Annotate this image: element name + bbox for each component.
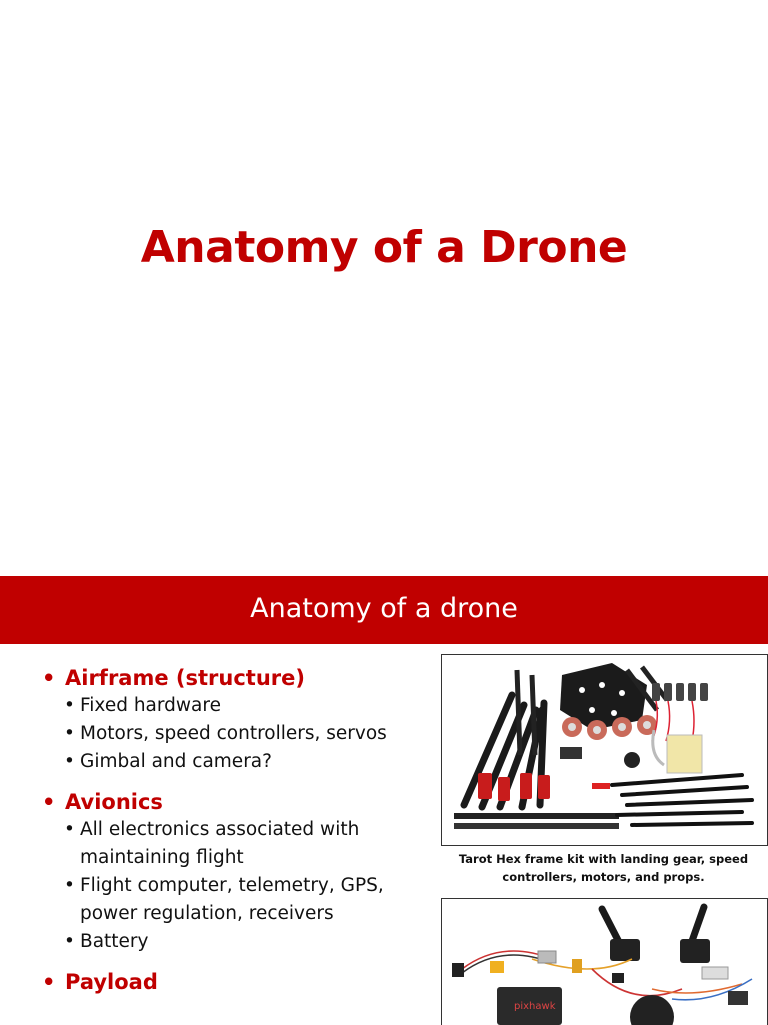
bullet-icon: •	[64, 819, 75, 840]
bullet-group	[42, 968, 422, 996]
figure-caption: Tarot Hex frame kit with landing gear, speed controllers, motors, and props.	[458, 852, 749, 884]
flight-controller-illustration	[442, 899, 767, 1025]
bullet-group	[42, 664, 422, 776]
bullet-group	[42, 788, 422, 956]
banner-title: Anatomy of a drone	[250, 593, 518, 624]
flight-controller-photo	[441, 898, 768, 1025]
bullet-heading: • Payload	[42, 970, 158, 994]
bullet-icon: •	[42, 666, 56, 690]
slide-title: Anatomy of a Drone	[140, 222, 628, 273]
frame-kit-photo	[441, 654, 768, 846]
bullet-item: • Battery	[42, 928, 422, 956]
bullet-icon: •	[42, 790, 56, 814]
bullet-item: • Motors, speed controllers, servos	[42, 720, 422, 748]
bullet-icon: •	[64, 695, 75, 716]
pixhawk-label: pixhawk	[514, 1001, 556, 1012]
bullet-item: • Fixed hardware	[42, 692, 422, 720]
bullet-list	[42, 664, 422, 1008]
bullet-item: • Flight computer, telemetry, GPS, power regulation, receivers	[42, 872, 422, 928]
bullet-item: • All electronics associated with maintaining flight	[42, 816, 422, 872]
bullet-heading: • Airframe (structure)	[42, 666, 305, 690]
bullet-icon: •	[64, 875, 75, 896]
bullet-icon: •	[64, 751, 75, 772]
title-banner	[0, 576, 768, 644]
bullet-icon: •	[42, 970, 56, 994]
bullet-heading: • Avionics	[42, 790, 163, 814]
bullet-icon: •	[64, 723, 75, 744]
bullet-item: • Gimbal and camera?	[42, 748, 422, 776]
frame-kit-illustration	[442, 655, 767, 845]
content-slide	[0, 576, 768, 1024]
bullet-icon: •	[64, 931, 75, 952]
